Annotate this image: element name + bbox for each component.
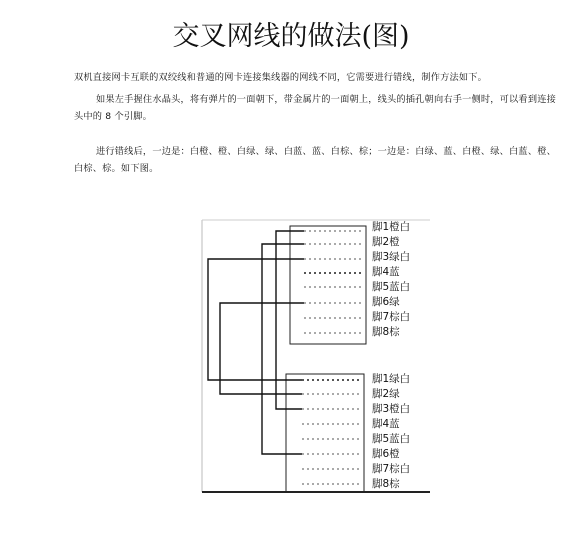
top-pin-4-label: 脚4蓝 — [372, 266, 400, 278]
bottom-pin-6-label: 脚6橙 — [372, 448, 400, 460]
top-pin-lines — [304, 231, 362, 333]
crossover-wiring-diagram — [200, 218, 430, 498]
bottom-pin-7-label: 脚7棕白 — [372, 463, 411, 475]
top-pin-1-label: 脚1橙白 — [372, 221, 411, 233]
top-pin-3-label: 脚3绿白 — [372, 251, 411, 263]
top-pin-2-label: 脚2橙 — [372, 236, 400, 248]
bottom-pin-4-label: 脚4蓝 — [372, 418, 400, 430]
bottom-pin-8-label: 脚8棕 — [372, 478, 400, 490]
bottom-connector-frame — [286, 374, 364, 492]
bottom-pin-5-label: 脚5蓝白 — [372, 433, 411, 445]
bottom-pin-2-label: 脚2绿 — [372, 388, 400, 400]
top-pin-5-label: 脚5蓝白 — [372, 281, 411, 293]
page-title: 交叉网线的做法(图) — [172, 21, 410, 52]
intro-paragraph: 双机直接网卡互联的双绞线和普通的网卡连接集线器的网线不同，它需要进行错线，制作方法如下。 — [74, 72, 488, 83]
pin-orientation-paragraph: 如果左手握住水晶头，将有弹片的一面朝下，带金属片的一面朝上，线头的插孔朝向右手一侧时，可以看到连接头中的 8 个引脚。 — [74, 94, 556, 122]
bottom-pin-lines — [302, 380, 362, 484]
bottom-pin-3-label: 脚3橙白 — [372, 403, 411, 415]
top-pin-6-label: 脚6绿 — [372, 296, 400, 308]
top-pin-8-label: 脚8棕 — [372, 326, 400, 338]
bottom-pin-1-label: 脚1绿白 — [372, 373, 411, 385]
wire-order-paragraph: 进行错线后，一边是：白橙、橙、白绿、绿、白蓝、蓝、白棕、棕；一边是：白绿、蓝、白橙、绿、白蓝、橙、白棕、棕。如下图。 — [74, 146, 556, 174]
top-pin-7-label: 脚7棕白 — [372, 311, 411, 323]
